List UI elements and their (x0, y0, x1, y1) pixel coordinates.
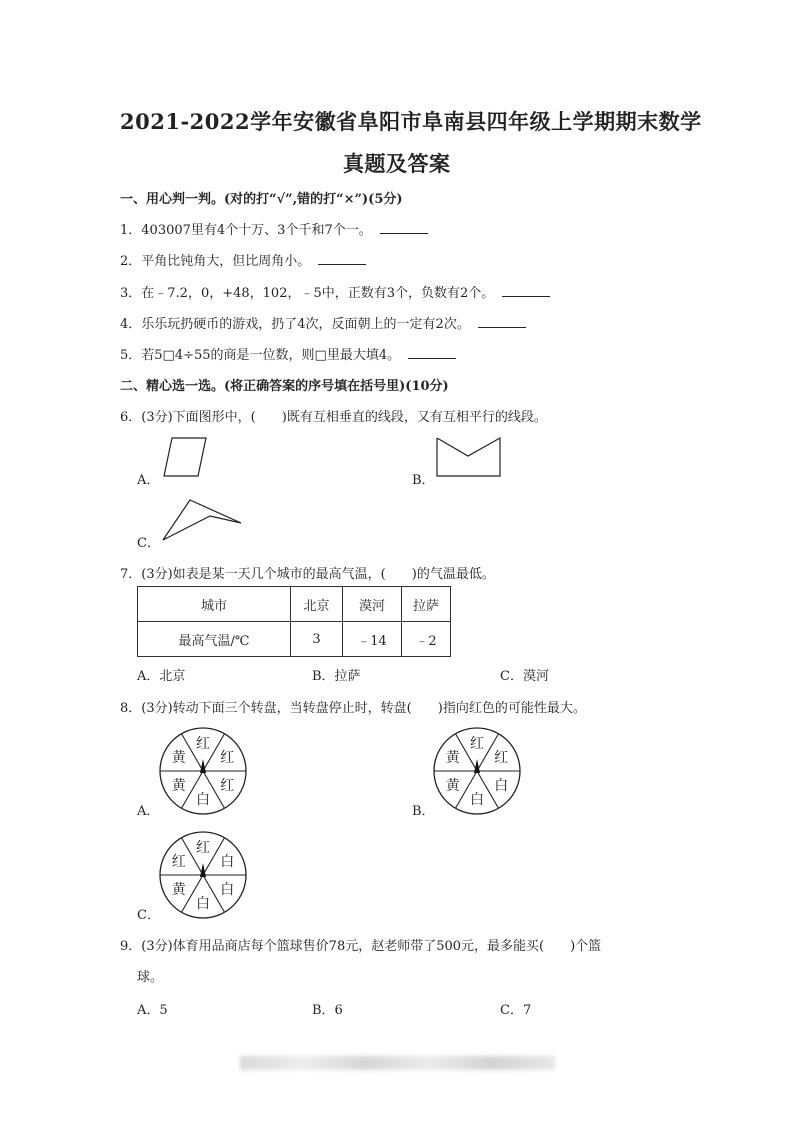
spinner-sector-label: 红 (196, 840, 210, 856)
spinner-hub (475, 769, 479, 773)
q9-stem: 9．(3分)体育用品商店每个篮球售价78元，赵老师带了500元，最多能买( )个篮 (120, 939, 602, 954)
blurred-footer-watermark (240, 1056, 555, 1070)
judge-item-3 (120, 282, 550, 301)
answer-blank[interactable] (502, 284, 550, 297)
spinner-sector-label: 黄 (171, 778, 186, 794)
q6-option-a-label[interactable]: A． (137, 473, 160, 488)
answer-blank[interactable] (318, 252, 366, 265)
q9-stem-continued: 球。 (137, 970, 164, 985)
table-header-cell: 城市 (138, 587, 291, 622)
spinner-sector-label: 白 (196, 792, 210, 808)
table-header-cell: 拉萨 (402, 587, 451, 622)
spinner-sector-label: 红 (220, 750, 235, 766)
q6-option-c-label[interactable]: C． (137, 536, 160, 551)
spinner-sector-label: 白 (220, 882, 235, 898)
q7-option-b[interactable]: B．拉萨 (312, 669, 361, 684)
q8-option-c-label[interactable]: C． (137, 908, 160, 923)
spinner-sector-label: 红 (494, 750, 509, 766)
spinner-sector-label: 红 (196, 736, 210, 752)
table-cell: 3 (291, 622, 343, 657)
q9-option-a[interactable]: A．5 (137, 1003, 168, 1018)
spinner-hub (201, 873, 205, 877)
spinner-sector-label: 白 (494, 778, 509, 794)
q8-option-b-label[interactable]: B． (412, 804, 435, 819)
spinner-sector-label: 红 (220, 778, 235, 794)
q6-option-b-label[interactable]: B． (412, 473, 435, 488)
spinner-sector-label: 黄 (445, 750, 460, 766)
q7-option-c[interactable]: C．漠河 (500, 669, 549, 684)
judge-item-text: 1．403007里有4个十万、3个千和7个一。 (120, 223, 372, 238)
spinner-sector-label: 白 (196, 896, 210, 912)
spinner-sector-label: 红 (470, 736, 484, 752)
judge-item-text: 4．乐乐玩扔硬币的游戏，扔了4次，反面朝上的一定有2次。 (120, 317, 470, 332)
q8-option-a-label[interactable]: A． (137, 804, 160, 819)
judge-item-5 (120, 344, 456, 363)
spinner-sector-label: 黄 (171, 750, 186, 766)
table-header-cell: 漠河 (343, 587, 402, 622)
page-title-line1: 2021-2022学年安徽省阜阳市阜南县四年级上学期期末数学 (120, 109, 702, 134)
spinner-sector-label: 红 (171, 854, 186, 870)
spinner-hub (201, 769, 205, 773)
judge-item-text: 3．在﹣7.2，0，+48，102，﹣5中，正数有3个，负数有2个。 (120, 286, 495, 301)
irregular-quadrilateral-figure (160, 498, 245, 544)
spinner-sector-label: 白 (220, 854, 235, 870)
temperature-table (137, 586, 451, 657)
table-cell: ﹣14 (343, 622, 402, 657)
table-cell: 最高气温/℃ (138, 622, 291, 657)
spinner-c (158, 830, 248, 920)
table-row (138, 587, 451, 622)
judge-item-1 (120, 219, 428, 238)
spinner-sector-label: 黄 (171, 882, 186, 898)
judge-item-text: 2．平角比钝角大，但比周角小。 (120, 254, 311, 269)
q7-stem: 7．(3分)如表是某一天几个城市的最高气温，( )的气温最低。 (120, 567, 495, 582)
spinner-b (432, 726, 522, 816)
spinner-a (158, 726, 248, 816)
q9-option-c[interactable]: C．7 (500, 1003, 532, 1018)
answer-blank[interactable] (380, 221, 428, 234)
notched-rectangle-figure (434, 436, 504, 480)
judge-item-4 (120, 313, 526, 332)
section-choice-heading: 二、精心选一选。(将正确答案的序号填在括号里)(10分) (120, 379, 449, 394)
section-judge-heading: 一、用心判一判。(对的打“√”,错的打“×”)(5分) (120, 192, 403, 207)
table-row (138, 622, 451, 657)
judge-item-text: 5．若5□4÷55的商是一位数，则□里最大填4。 (120, 348, 401, 363)
parallelogram-figure (160, 436, 210, 480)
q9-option-b[interactable]: B．6 (312, 1003, 343, 1018)
spinner-sector-label: 白 (470, 792, 484, 808)
q7-option-a[interactable]: A．北京 (137, 669, 186, 684)
q6-stem: 6．(3分)下面图形中，( )既有互相垂直的线段，又有互相平行的线段。 (120, 410, 547, 425)
page-title-line2: 真题及答案 (343, 151, 451, 176)
answer-blank[interactable] (478, 315, 526, 328)
q8-stem: 8．(3分)转动下面三个转盘，当转盘停止时，转盘( )指向红色的可能性最大。 (120, 701, 586, 716)
table-cell: ﹣2 (402, 622, 451, 657)
judge-item-2 (120, 250, 366, 269)
answer-blank[interactable] (408, 346, 456, 359)
spinner-sector-label: 黄 (445, 778, 460, 794)
table-header-cell: 北京 (291, 587, 343, 622)
